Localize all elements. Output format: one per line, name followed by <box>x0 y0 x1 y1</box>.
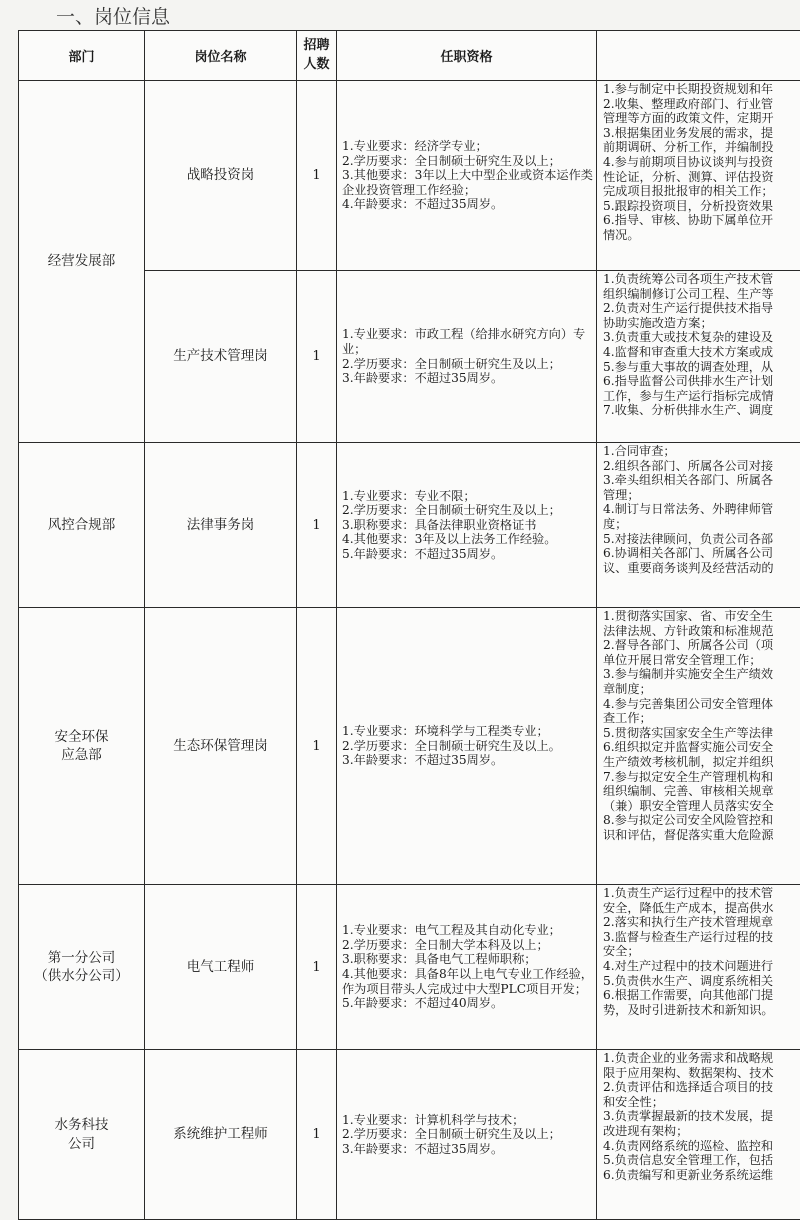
duty-line: 和安全性； <box>603 1095 800 1110</box>
duty-line: （兼）职安全管理人员落实安全 <box>603 799 800 814</box>
duty-line: 6.负责编写和更新业务系统运维 <box>603 1168 800 1183</box>
duty-line: 章制度； <box>603 682 800 697</box>
dept-line: 第一分公司 <box>19 949 144 967</box>
duty-line: 1.负责生产运行过程中的技术管 <box>603 886 800 901</box>
duty-line: 3.根据集团业务发展的需求，提 <box>603 126 800 141</box>
duty-line: 5.参与重大事故的调查处理，从 <box>603 360 800 375</box>
requirements-cell <box>337 443 597 608</box>
req-line: 3.年龄要求：不超过35周岁。 <box>342 371 594 386</box>
req-line: 2.学历要求：全日制硕士研究生及以上； <box>342 503 594 518</box>
duty-line: 度； <box>603 517 800 532</box>
header-position: 岗位名称 <box>145 31 297 81</box>
req-line: 2.学历要求：全日制硕士研究生及以上； <box>342 1127 594 1142</box>
position-cell: 生产技术管理岗 <box>145 271 297 443</box>
duty-line: 4.监督和审查重大技术方案或成 <box>603 345 800 360</box>
req-line: 3.其他要求：3年以上大中型企业或资本运作类企业投资管理工作经验； <box>342 168 594 197</box>
section-title: 一、岗位信息 <box>56 2 170 29</box>
duty-line: 工作，参与生产运行指标完成情 <box>603 389 800 404</box>
header-qualification: 任职资格 <box>337 31 597 81</box>
duty-line: 6.指导、审核、协助下属单位开 <box>603 213 800 228</box>
position-cell: 系统维护工程师 <box>145 1050 297 1220</box>
duty-line: 4.参与前期项目协议谈判与投资 <box>603 155 800 170</box>
req-line: 1.专业要求：计算机科学与技术； <box>342 1113 594 1128</box>
req-line: 4.其他要求：3年及以上法务工作经验。 <box>342 532 594 547</box>
duty-line: 6.协调相关各部门、所属各公司 <box>603 546 800 561</box>
req-line: 3.职称要求：具备电气工程师职称； <box>342 952 594 967</box>
duties-cell <box>597 271 800 443</box>
count-cell: 1 <box>297 271 337 443</box>
table-row <box>19 885 800 1050</box>
duty-line: 3.负责重大或技术复杂的建设及 <box>603 330 800 345</box>
header-count-line1: 招聘 <box>297 37 336 56</box>
requirements-cell <box>337 1050 597 1220</box>
dept-cell <box>19 1050 145 1220</box>
dept-line: 公司 <box>19 1135 144 1153</box>
req-line: 4.其他要求：具备8年以上电气专业工作经验，作为项目带头人完成过中大型PLC项目开发； <box>342 967 594 996</box>
duty-line: 3.监督与检查生产运行过程的技 <box>603 930 800 945</box>
dept-cell <box>19 608 145 885</box>
duty-line: 4.制订与日常法务、外聘律师管 <box>603 502 800 517</box>
duty-line: 5.贯彻落实国家安全生产等法律 <box>603 726 800 741</box>
header-count <box>297 31 337 81</box>
duty-line: 查工作； <box>603 711 800 726</box>
requirements-cell <box>337 608 597 885</box>
table-row <box>19 1050 800 1220</box>
duty-line: 5.负责信息安全管理工作，包括 <box>603 1153 800 1168</box>
duty-line: 势，及时引进新技术和新知识。 <box>603 1003 800 1018</box>
duty-line: 8.参与拟定公司安全风险管控和 <box>603 813 800 828</box>
position-cell: 电气工程师 <box>145 885 297 1050</box>
duty-line: 协助实施改造方案； <box>603 316 800 331</box>
position-cell: 战略投资岗 <box>145 81 297 271</box>
duty-line: 组织编制、完善、审核相关规章 <box>603 784 800 799</box>
header-count-line2: 人数 <box>297 56 336 75</box>
duty-line: 1.贯彻落实国家、省、市安全生 <box>603 609 800 624</box>
dept-cell <box>19 885 145 1050</box>
duty-line: 1.参与制定中长期投资规划和年 <box>603 82 800 97</box>
duty-line: 2.督导各部门、所属各公司（项 <box>603 638 800 653</box>
duty-line: 4.参与完善集团公司安全管理体 <box>603 697 800 712</box>
position-cell: 生态环保管理岗 <box>145 608 297 885</box>
position-table <box>18 30 800 1220</box>
duty-line: 5.跟踪投资项目，分析投资效果 <box>603 199 800 214</box>
req-line: 1.专业要求：电气工程及其自动化专业； <box>342 923 594 938</box>
req-line: 2.学历要求：全日制硕士研究生及以上； <box>342 357 594 372</box>
dept-line: （供水分公司） <box>19 967 144 985</box>
duty-line: 管理等方面的政策文件，定期开 <box>603 111 800 126</box>
duty-line: 2.组织各部门、所属各公司对接 <box>603 459 800 474</box>
table-row <box>19 443 800 608</box>
count-cell: 1 <box>297 1050 337 1220</box>
req-line: 3.年龄要求：不超过35周岁。 <box>342 1142 594 1157</box>
dept-cell: 经营发展部 <box>19 81 145 443</box>
duty-line: 4.负责网络系统的巡检、监控和 <box>603 1139 800 1154</box>
req-line: 1.专业要求：市政工程（给排水研究方向）专业； <box>342 327 594 356</box>
duty-line: 6.组织拟定并监督实施公司安全 <box>603 740 800 755</box>
duty-line: 3.参与编制并实施安全生产绩效 <box>603 667 800 682</box>
count-cell: 1 <box>297 81 337 271</box>
duty-line: 4.对生产过程中的技术问题进行 <box>603 959 800 974</box>
table-row <box>19 608 800 885</box>
dept-line: 应急部 <box>19 746 144 764</box>
duty-line: 性论证，分析、测算、评估投资 <box>603 170 800 185</box>
duties-cell <box>597 1050 800 1220</box>
duty-line: 议、重要商务谈判及经营活动的 <box>603 561 800 576</box>
duties-cell <box>597 443 800 608</box>
duty-line: 7.参与拟定安全生产管理机构和 <box>603 770 800 785</box>
req-line: 3.年龄要求：不超过35周岁。 <box>342 753 594 768</box>
duties-cell <box>597 81 800 271</box>
duty-line: 2.收集、整理政府部门、行业管 <box>603 97 800 112</box>
duty-line: 限于应用架构、数据架构、技术 <box>603 1066 800 1081</box>
req-line: 5.年龄要求：不超过35周岁。 <box>342 547 594 562</box>
count-cell: 1 <box>297 885 337 1050</box>
req-line: 3.职称要求：具备法律职业资格证书 <box>342 518 594 533</box>
duties-cell <box>597 608 800 885</box>
duty-line: 情况。 <box>603 228 800 243</box>
req-line: 2.学历要求：全日制硕士研究生及以上； <box>342 154 594 169</box>
count-cell: 1 <box>297 608 337 885</box>
dept-line: 水务科技 <box>19 1116 144 1134</box>
duty-line: 1.负责企业的业务需求和战略规 <box>603 1051 800 1066</box>
dept-line: 安全环保 <box>19 728 144 746</box>
requirements-cell <box>337 81 597 271</box>
duty-line: 单位开展日常安全管理工作； <box>603 653 800 668</box>
duty-line: 2.落实和执行生产技术管理规章 <box>603 915 800 930</box>
header-row <box>19 31 800 81</box>
duty-line: 1.负责统筹公司各项生产技术管 <box>603 272 800 287</box>
requirements-cell <box>337 271 597 443</box>
req-line: 2.学历要求：全日制硕士研究生及以上。 <box>342 739 594 754</box>
req-line: 1.专业要求：环境科学与工程类专业； <box>342 724 594 739</box>
requirements-cell <box>337 885 597 1050</box>
count-cell: 1 <box>297 443 337 608</box>
req-line: 1.专业要求：专业不限； <box>342 489 594 504</box>
dept-cell: 风控合规部 <box>19 443 145 608</box>
req-line: 2.学历要求：全日制大学本科及以上； <box>342 938 594 953</box>
req-line: 4.年龄要求：不超过35周岁。 <box>342 197 594 212</box>
duties-cell <box>597 885 800 1050</box>
duty-line: 3.负责掌握最新的技术发展，提 <box>603 1109 800 1124</box>
duty-line: 1.合同审查； <box>603 444 800 459</box>
duty-line: 5.对接法律顾问，负责公司各部 <box>603 532 800 547</box>
req-line: 5.年龄要求：不超过40周岁。 <box>342 996 594 1011</box>
duty-line: 改进现有架构； <box>603 1124 800 1139</box>
duty-line: 前期调研、分析工作，并编制投 <box>603 140 800 155</box>
position-cell: 法律事务岗 <box>145 443 297 608</box>
duty-line: 组织编制修订公司工程、生产等 <box>603 287 800 302</box>
header-duties <box>597 31 800 81</box>
duty-line: 7.收集、分析供排水生产、调度 <box>603 403 800 418</box>
duty-line: 6.指导监督公司供排水生产计划 <box>603 374 800 389</box>
duty-line: 2.负责对生产运行提供技术指导 <box>603 301 800 316</box>
duty-line: 安全，降低生产成本，提高供水 <box>603 901 800 916</box>
duty-line: 5.负责供水生产、调度系统相关 <box>603 974 800 989</box>
duty-line: 识和评估，督促落实重大危险源 <box>603 828 800 843</box>
duty-line: 管理； <box>603 488 800 503</box>
duty-line: 3.牵头组织相关各部门、所属各 <box>603 473 800 488</box>
duty-line: 2.负责评估和选择适合项目的技 <box>603 1080 800 1095</box>
duty-line: 法律法规、方针政策和标准规范 <box>603 624 800 639</box>
duty-line: 完成项目报批报审的相关工作； <box>603 184 800 199</box>
duty-line: 生产绩效考核机制，拟定并组织 <box>603 755 800 770</box>
req-line: 1.专业要求：经济学专业； <box>342 139 594 154</box>
header-dept: 部门 <box>19 31 145 81</box>
table-row <box>19 81 800 271</box>
duty-line: 6.根据工作需要，向其他部门提 <box>603 988 800 1003</box>
duty-line: 安全； <box>603 944 800 959</box>
